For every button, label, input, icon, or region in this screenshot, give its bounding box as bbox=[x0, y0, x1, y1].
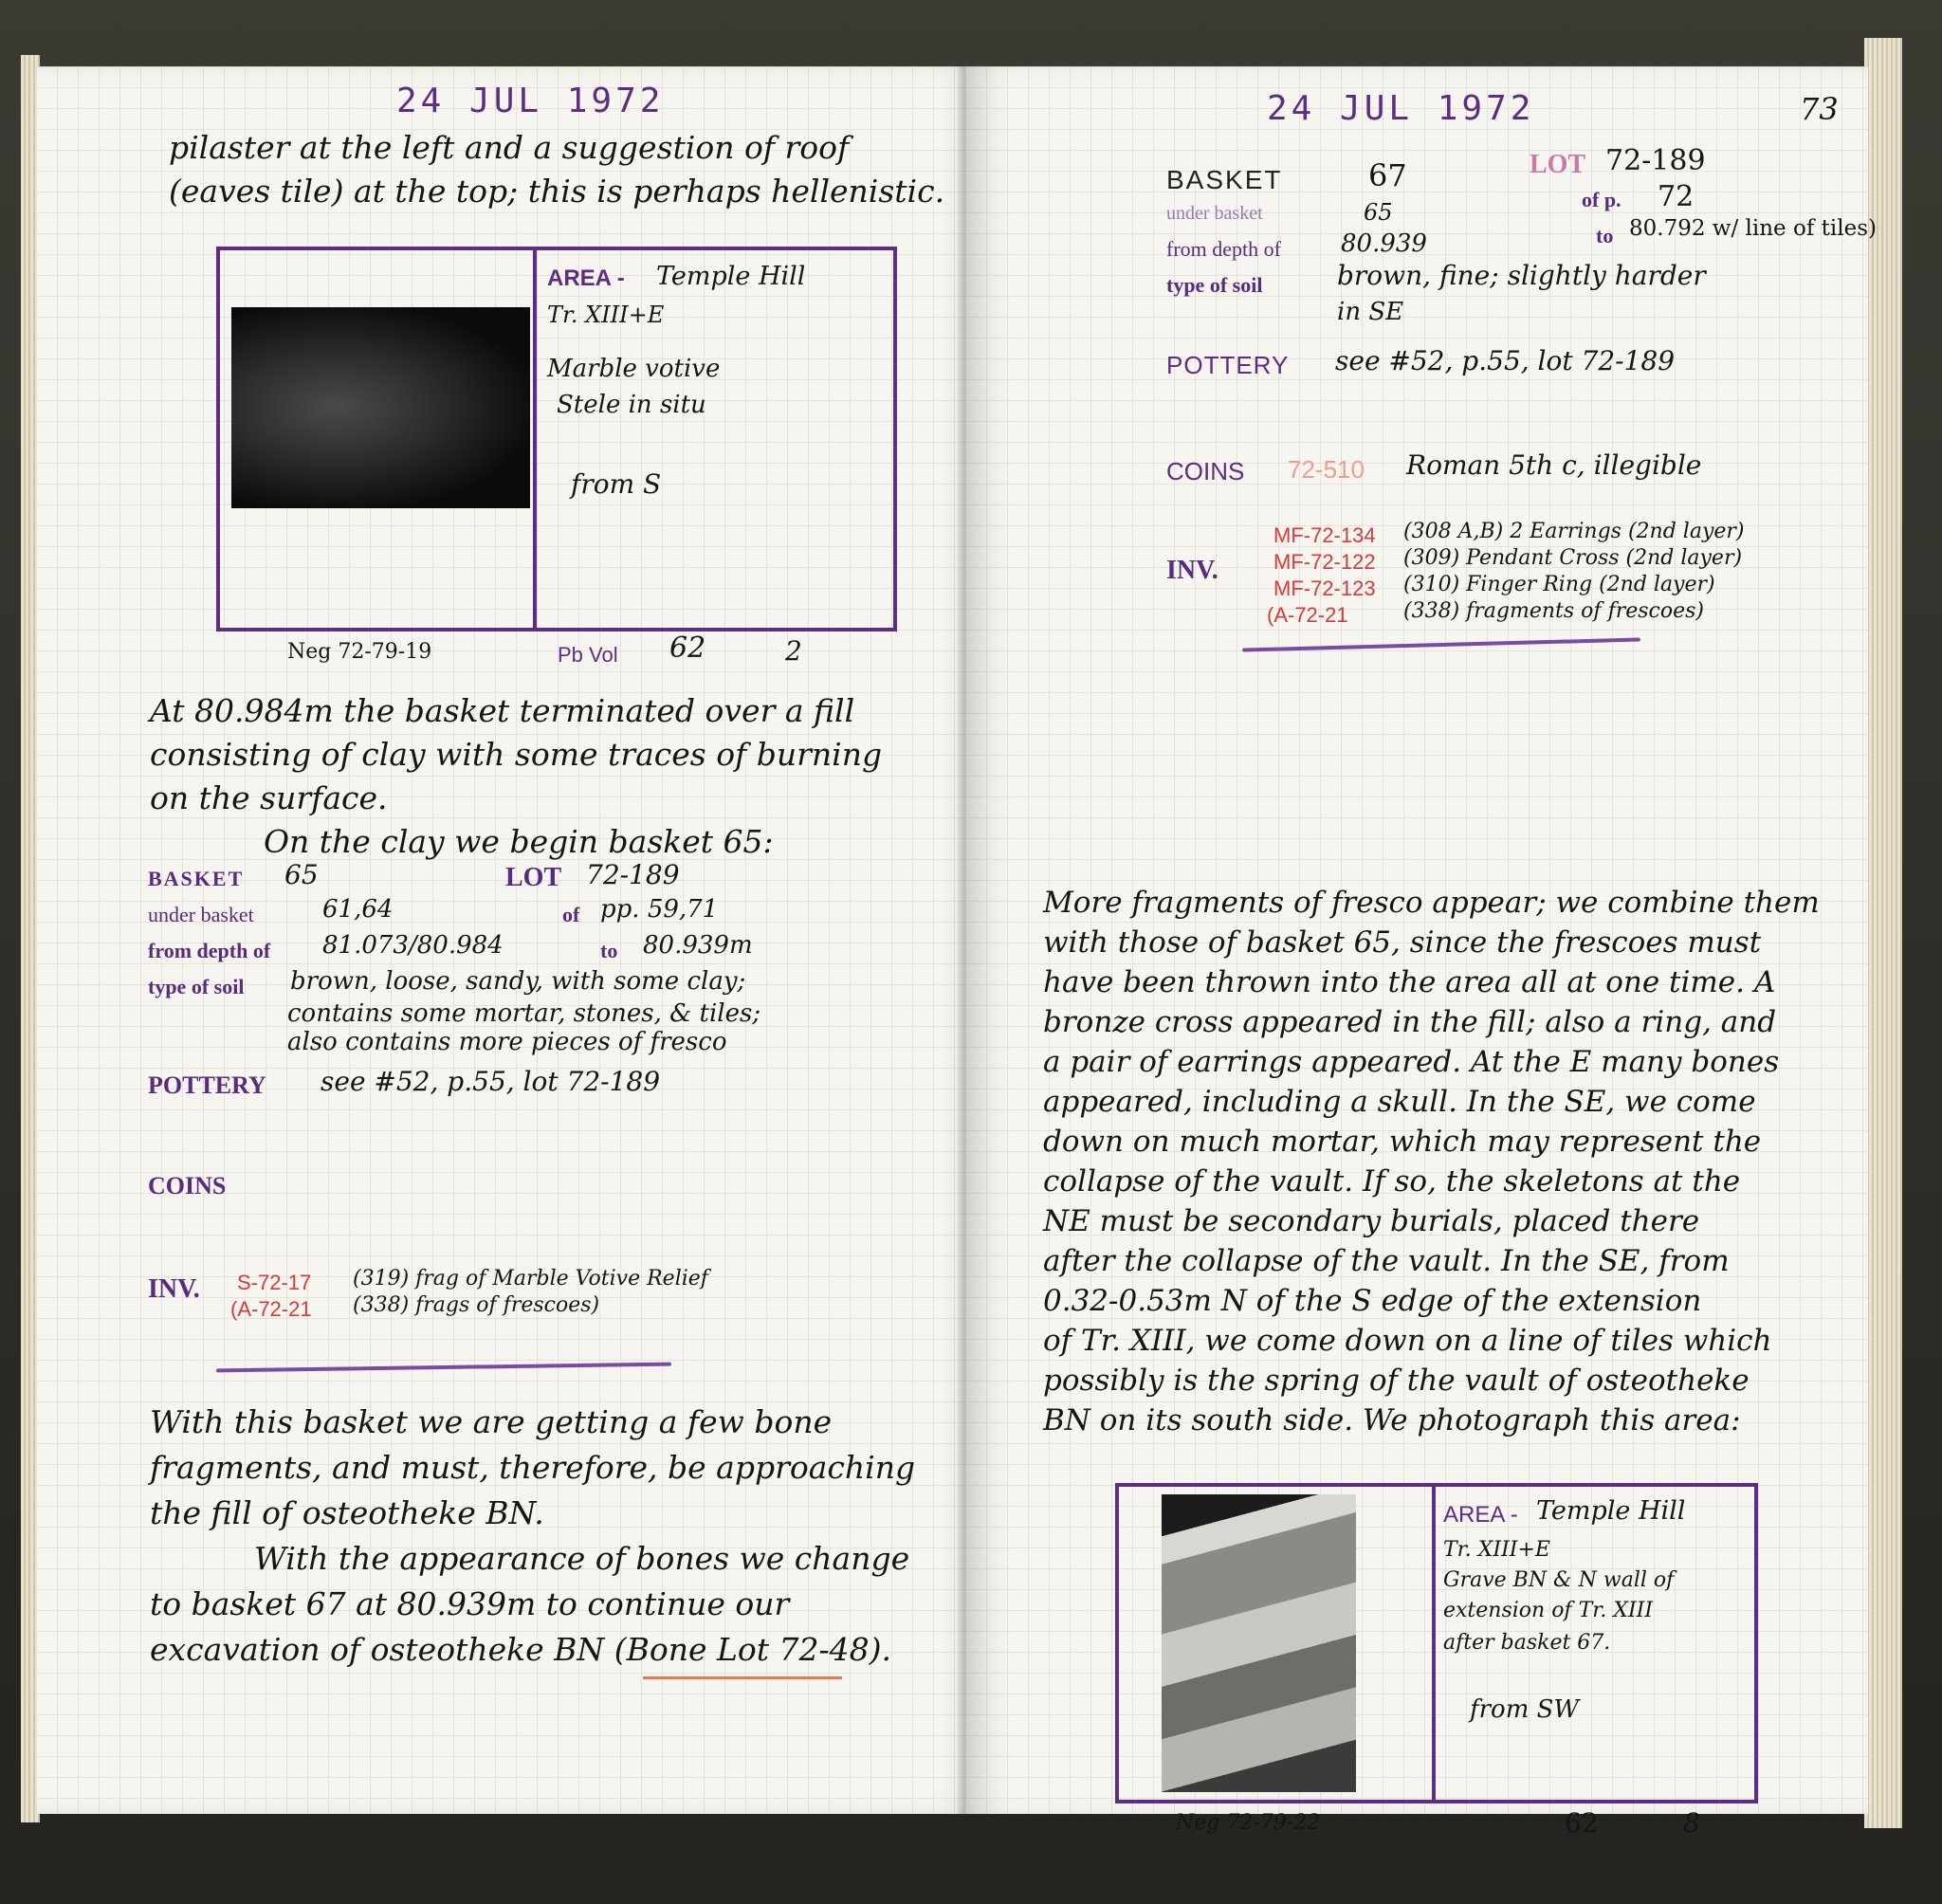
coins-code: 72-510 bbox=[1288, 455, 1365, 484]
inv-desc: (309) Pendant Cross (2nd layer) bbox=[1403, 546, 1743, 570]
photo bbox=[1162, 1494, 1356, 1792]
text-line: bronze cross appeared in the fill; also a ring, and bbox=[1043, 1005, 1777, 1039]
divider-rule bbox=[216, 1363, 671, 1373]
depth-value: 81.073/80.984 bbox=[322, 931, 504, 960]
neg-label: Neg bbox=[287, 640, 332, 664]
text-line: down on much mortar, which may represent the bbox=[1043, 1125, 1762, 1159]
card-line: extension of Tr. XIII bbox=[1443, 1599, 1654, 1622]
inv-code: (A-72-21 bbox=[1267, 603, 1348, 627]
area-label: AREA - bbox=[1443, 1502, 1518, 1528]
pottery-value: see #52, p.55, lot 72-189 bbox=[1335, 345, 1676, 376]
left-page bbox=[36, 66, 984, 1814]
coins-label: COINS bbox=[1166, 457, 1245, 485]
area-value: Temple Hill bbox=[1536, 1496, 1686, 1526]
of-value: pp. 59,71 bbox=[600, 895, 719, 924]
to-label: to bbox=[1596, 224, 1614, 247]
text-line: fragments, and must, therefore, be approaching bbox=[150, 1449, 916, 1486]
neg-label: Neg bbox=[1176, 1811, 1220, 1835]
inv-desc: (338) fragments of frescoes) bbox=[1403, 599, 1704, 623]
card-line: Stele in situ bbox=[557, 391, 706, 419]
depth-label: from depth of bbox=[148, 939, 271, 962]
text-line: BN on its south side. We photograph this area: bbox=[1043, 1403, 1741, 1437]
under-label: under basket bbox=[1166, 203, 1263, 224]
photo bbox=[231, 307, 530, 508]
soil-label: type of soil bbox=[148, 975, 245, 998]
text-line: of Tr. XIII, we come down on a line of tiles which bbox=[1043, 1324, 1772, 1358]
neg-value bbox=[1176, 1811, 1320, 1835]
text-line: after the collapse of the vault. In the SE, from bbox=[1043, 1244, 1730, 1278]
text-line: With this basket we are getting a few bone bbox=[150, 1403, 833, 1440]
inv-desc: (338) frags of frescoes) bbox=[353, 1293, 600, 1317]
photo-card bbox=[216, 247, 897, 632]
inv-code: MF-72-134 bbox=[1273, 523, 1376, 547]
of-label: of p. bbox=[1582, 188, 1621, 211]
inv-code: MF-72-123 bbox=[1273, 577, 1376, 600]
soil-label: type of soil bbox=[1166, 273, 1263, 297]
text-line: More fragments of fresco appear; we combine them bbox=[1043, 886, 1820, 920]
basket-label: BASKET bbox=[1166, 165, 1283, 194]
text-line: (eaves tile) at the top; this is perhaps hellenistic. bbox=[169, 173, 945, 210]
text-line: consisting of clay with some traces of burning bbox=[150, 736, 883, 773]
under-label: under basket bbox=[148, 903, 254, 926]
coins-label: COINS bbox=[148, 1172, 227, 1199]
divider-rule bbox=[1242, 638, 1640, 652]
pottery-label: POTTERY bbox=[1166, 351, 1290, 379]
inv-desc: (319) frag of Marble Votive Relief bbox=[353, 1267, 708, 1291]
lot-label: LOT bbox=[1530, 150, 1586, 179]
text-line: On the clay we begin basket 65: bbox=[264, 823, 774, 860]
card-divider bbox=[1432, 1487, 1436, 1800]
soil-line: in SE bbox=[1337, 298, 1404, 326]
pottery-label: POTTERY bbox=[148, 1071, 266, 1099]
card-line: from SW bbox=[1470, 1695, 1580, 1724]
under-value: 61,64 bbox=[322, 895, 394, 924]
basket-label: BASKET bbox=[148, 867, 245, 890]
card-divider bbox=[533, 250, 537, 628]
frame-value: 2 bbox=[785, 635, 802, 667]
text-line: pilaster at the left and a suggestion of roof bbox=[169, 129, 850, 166]
page-edges-right bbox=[1864, 38, 1902, 1828]
card-line: Marble votive bbox=[547, 355, 721, 383]
inv-desc: (310) Finger Ring (2nd layer) bbox=[1403, 573, 1715, 596]
text-line: possibly is the spring of the vault of osteotheke bbox=[1043, 1364, 1750, 1398]
card-line: Tr. XIII+E bbox=[547, 302, 665, 328]
text-line: to basket 67 at 80.939m to continue our bbox=[150, 1585, 790, 1622]
pb-vol-label: Pb Vol bbox=[558, 643, 618, 667]
under-value: 65 bbox=[1364, 199, 1393, 226]
date-stamp: 24 JUL 1972 bbox=[1267, 89, 1535, 128]
neg-number: 72-79-22 bbox=[1226, 1811, 1321, 1835]
basket-value: 65 bbox=[284, 859, 319, 890]
vol-value: 62 bbox=[669, 632, 706, 665]
to-value: 80.939m bbox=[643, 931, 753, 960]
text-line: a pair of earrings appeared. At the E many bones bbox=[1043, 1045, 1780, 1079]
inv-desc: (308 A,B) 2 Earrings (2nd layer) bbox=[1403, 520, 1745, 543]
text-line: the fill of osteotheke BN. bbox=[150, 1494, 544, 1531]
photo-card bbox=[1115, 1483, 1758, 1803]
frame-value: 8 bbox=[1683, 1807, 1700, 1839]
date-stamp: 24 JUL 1972 bbox=[396, 82, 665, 120]
text-line: excavation of osteotheke BN (Bone Lot 72-48). bbox=[150, 1631, 892, 1668]
inv-code: (A-72-21 bbox=[230, 1297, 312, 1321]
vol-value: 62 bbox=[1565, 1807, 1599, 1839]
basket-value: 67 bbox=[1368, 157, 1407, 193]
inv-label: INV. bbox=[148, 1274, 200, 1304]
to-label: to bbox=[600, 939, 618, 962]
text-line: NE must be secondary burials, placed there bbox=[1043, 1204, 1700, 1238]
text-line: 0.32-0.53m N of the S edge of the extension bbox=[1043, 1284, 1702, 1318]
card-line: from S bbox=[571, 468, 662, 500]
page-number: 73 bbox=[1800, 91, 1839, 127]
text-line: appeared, including a skull. In the SE, we come bbox=[1043, 1085, 1756, 1119]
soil-line: brown, fine; slightly harder bbox=[1337, 260, 1706, 291]
of-label: of bbox=[562, 903, 580, 926]
of-value: 72 bbox=[1658, 180, 1695, 213]
lot-label: LOT bbox=[505, 863, 562, 892]
card-line: Tr. XIII+E bbox=[1443, 1538, 1550, 1562]
inv-label: INV. bbox=[1166, 556, 1218, 585]
soil-line: brown, loose, sandy, with some clay; bbox=[290, 967, 746, 996]
soil-line: also contains more pieces of fresco bbox=[287, 1028, 727, 1056]
lot-value: 72-189 bbox=[586, 859, 680, 890]
text-line: have been thrown into the area all at one time. A bbox=[1043, 965, 1776, 999]
pottery-value: see #52, p.55, lot 72-189 bbox=[321, 1066, 661, 1097]
card-line: Grave BN & N wall of bbox=[1443, 1568, 1675, 1592]
soil-line: contains some mortar, stones, & tiles; bbox=[287, 999, 761, 1028]
inv-code: S-72-17 bbox=[237, 1271, 312, 1294]
text-line: collapse of the vault. If so, the skeletons at the bbox=[1043, 1164, 1741, 1199]
neg-value bbox=[287, 640, 431, 664]
text-line: on the surface. bbox=[150, 779, 388, 816]
area-value: Temple Hill bbox=[656, 262, 806, 291]
right-page bbox=[965, 66, 1877, 1839]
text-line: With the appearance of bones we change bbox=[254, 1540, 910, 1577]
inv-code: MF-72-122 bbox=[1273, 550, 1376, 574]
underline-accent bbox=[643, 1676, 842, 1679]
to-value: 80.792 w/ line of tiles) bbox=[1629, 216, 1877, 241]
depth-label: from depth of bbox=[1166, 237, 1281, 261]
depth-value: 80.939 bbox=[1341, 229, 1427, 258]
neg-number: 72-79-19 bbox=[338, 640, 432, 664]
lot-value: 72-189 bbox=[1605, 144, 1706, 177]
card-line: after basket 67. bbox=[1443, 1631, 1611, 1655]
coins-value: Roman 5th c, illegible bbox=[1406, 449, 1702, 481]
text-line: with those of basket 65, since the frescoes must bbox=[1043, 925, 1762, 960]
text-line: At 80.984m the basket terminated over a fill bbox=[150, 692, 855, 729]
area-label: AREA - bbox=[547, 265, 625, 291]
